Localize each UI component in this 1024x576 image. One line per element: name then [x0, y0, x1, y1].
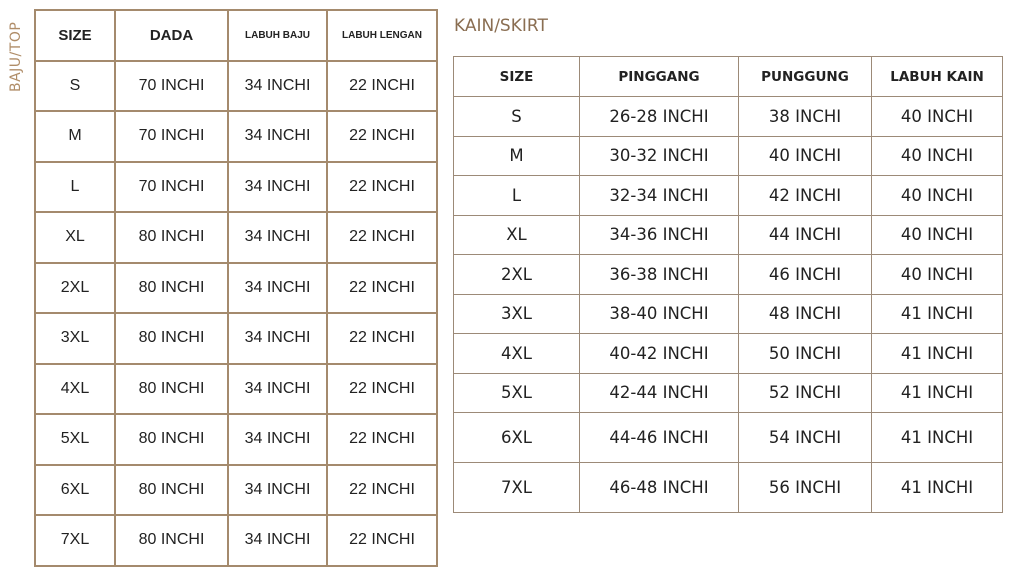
- header-punggung: PUNGGUNG: [739, 57, 872, 97]
- table-row: [35, 263, 437, 314]
- header-labuh-lengan: LABUH LENGAN: [327, 10, 437, 61]
- baju-top-label: BAJU/TOP: [8, 21, 24, 92]
- labuh-kain-cell: 41 INCHI: [872, 413, 1003, 463]
- labuh-kain-cell: 41 INCHI: [872, 334, 1003, 374]
- dada-cell: 80 INCHI: [115, 515, 228, 566]
- table-row: [454, 334, 1003, 374]
- labuh-kain-cell: 40 INCHI: [872, 215, 1003, 255]
- table-row: [35, 364, 437, 415]
- table-header-row: [454, 57, 1003, 97]
- size-cell: S: [454, 97, 580, 137]
- table-row: [454, 463, 1003, 513]
- labuh-lengan-cell: 22 INCHI: [327, 61, 437, 112]
- labuh-baju-cell: 34 INCHI: [228, 162, 327, 213]
- labuh-baju-cell: 34 INCHI: [228, 465, 327, 516]
- punggung-cell: 46 INCHI: [739, 255, 872, 295]
- size-cell: L: [454, 176, 580, 216]
- labuh-kain-cell: 40 INCHI: [872, 255, 1003, 295]
- size-cell: 2XL: [35, 263, 115, 314]
- header-dada: DADA: [115, 10, 228, 61]
- dada-cell: 80 INCHI: [115, 364, 228, 415]
- baju-size-table: [34, 9, 438, 567]
- labuh-baju-cell: 34 INCHI: [228, 515, 327, 566]
- labuh-lengan-cell: 22 INCHI: [327, 364, 437, 415]
- size-cell: 4XL: [35, 364, 115, 415]
- punggung-cell: 50 INCHI: [739, 334, 872, 374]
- size-cell: 3XL: [35, 313, 115, 364]
- table-row: [35, 111, 437, 162]
- size-cell: M: [454, 136, 580, 176]
- pinggang-cell: 40-42 INCHI: [580, 334, 739, 374]
- size-cell: 5XL: [454, 373, 580, 413]
- labuh-lengan-cell: 22 INCHI: [327, 465, 437, 516]
- pinggang-cell: 38-40 INCHI: [580, 294, 739, 334]
- table-row: [454, 255, 1003, 295]
- punggung-cell: 54 INCHI: [739, 413, 872, 463]
- labuh-lengan-cell: 22 INCHI: [327, 162, 437, 213]
- table-row: [454, 413, 1003, 463]
- labuh-lengan-cell: 22 INCHI: [327, 414, 437, 465]
- size-cell: 6XL: [454, 413, 580, 463]
- punggung-cell: 48 INCHI: [739, 294, 872, 334]
- dada-cell: 80 INCHI: [115, 465, 228, 516]
- header-pinggang: PINGGANG: [580, 57, 739, 97]
- size-cell: S: [35, 61, 115, 112]
- size-cell: 5XL: [35, 414, 115, 465]
- pinggang-cell: 44-46 INCHI: [580, 413, 739, 463]
- table-row: [35, 515, 437, 566]
- table-row: [454, 215, 1003, 255]
- pinggang-cell: 46-48 INCHI: [580, 463, 739, 513]
- kain-skirt-title: KAIN/SKIRT: [454, 16, 548, 36]
- table-row: [35, 61, 437, 112]
- punggung-cell: 44 INCHI: [739, 215, 872, 255]
- labuh-kain-cell: 41 INCHI: [872, 373, 1003, 413]
- labuh-baju-cell: 34 INCHI: [228, 313, 327, 364]
- pinggang-cell: 26-28 INCHI: [580, 97, 739, 137]
- table-row: [454, 294, 1003, 334]
- dada-cell: 80 INCHI: [115, 414, 228, 465]
- labuh-kain-cell: 41 INCHI: [872, 294, 1003, 334]
- dada-cell: 80 INCHI: [115, 313, 228, 364]
- size-cell: 2XL: [454, 255, 580, 295]
- size-cell: L: [35, 162, 115, 213]
- labuh-baju-cell: 34 INCHI: [228, 212, 327, 263]
- table-row: [35, 313, 437, 364]
- punggung-cell: 42 INCHI: [739, 176, 872, 216]
- table-row: [35, 465, 437, 516]
- table-row: [454, 373, 1003, 413]
- labuh-kain-cell: 41 INCHI: [872, 463, 1003, 513]
- labuh-baju-cell: 34 INCHI: [228, 364, 327, 415]
- pinggang-cell: 30-32 INCHI: [580, 136, 739, 176]
- header-labuh-baju: LABUH BAJU: [228, 10, 327, 61]
- labuh-kain-cell: 40 INCHI: [872, 97, 1003, 137]
- labuh-lengan-cell: 22 INCHI: [327, 515, 437, 566]
- size-cell: 7XL: [35, 515, 115, 566]
- pinggang-cell: 42-44 INCHI: [580, 373, 739, 413]
- punggung-cell: 38 INCHI: [739, 97, 872, 137]
- dada-cell: 70 INCHI: [115, 61, 228, 112]
- punggung-cell: 40 INCHI: [739, 136, 872, 176]
- kain-size-table: [453, 56, 1003, 513]
- pinggang-cell: 36-38 INCHI: [580, 255, 739, 295]
- dada-cell: 80 INCHI: [115, 263, 228, 314]
- table-row: [454, 97, 1003, 137]
- labuh-lengan-cell: 22 INCHI: [327, 212, 437, 263]
- size-cell: 4XL: [454, 334, 580, 374]
- punggung-cell: 52 INCHI: [739, 373, 872, 413]
- table-row: [35, 414, 437, 465]
- labuh-lengan-cell: 22 INCHI: [327, 313, 437, 364]
- punggung-cell: 56 INCHI: [739, 463, 872, 513]
- labuh-lengan-cell: 22 INCHI: [327, 111, 437, 162]
- labuh-kain-cell: 40 INCHI: [872, 176, 1003, 216]
- labuh-kain-cell: 40 INCHI: [872, 136, 1003, 176]
- pinggang-cell: 34-36 INCHI: [580, 215, 739, 255]
- size-cell: 7XL: [454, 463, 580, 513]
- labuh-baju-cell: 34 INCHI: [228, 61, 327, 112]
- header-size: SIZE: [35, 10, 115, 61]
- labuh-lengan-cell: 22 INCHI: [327, 263, 437, 314]
- header-labuh-kain: LABUH KAIN: [872, 57, 1003, 97]
- table-row: [35, 162, 437, 213]
- pinggang-cell: 32-34 INCHI: [580, 176, 739, 216]
- size-cell: M: [35, 111, 115, 162]
- table-row: [35, 212, 437, 263]
- labuh-baju-cell: 34 INCHI: [228, 263, 327, 314]
- labuh-baju-cell: 34 INCHI: [228, 414, 327, 465]
- dada-cell: 80 INCHI: [115, 212, 228, 263]
- table-row: [454, 176, 1003, 216]
- labuh-baju-cell: 34 INCHI: [228, 111, 327, 162]
- size-cell: XL: [454, 215, 580, 255]
- size-cell: XL: [35, 212, 115, 263]
- table-header-row: [35, 10, 437, 61]
- dada-cell: 70 INCHI: [115, 111, 228, 162]
- dada-cell: 70 INCHI: [115, 162, 228, 213]
- table-row: [454, 136, 1003, 176]
- header-size: SIZE: [454, 57, 580, 97]
- size-cell: 3XL: [454, 294, 580, 334]
- size-cell: 6XL: [35, 465, 115, 516]
